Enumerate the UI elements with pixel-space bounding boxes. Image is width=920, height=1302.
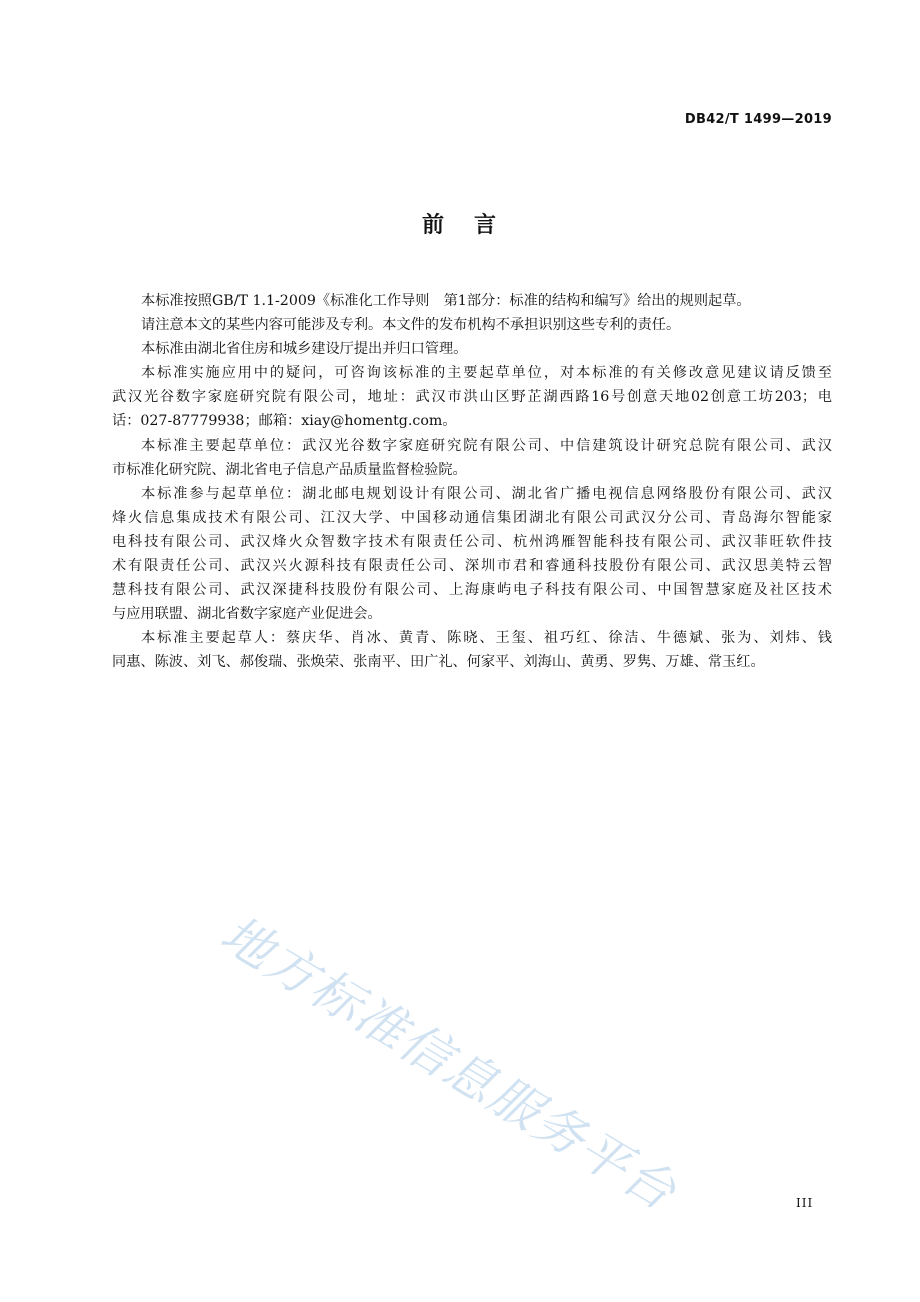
text-line: 术有限责任公司、武汉兴火源科技有限责任公司、深圳市君和睿通科技股份有限公司、武汉思美特云智 [112,558,832,575]
paragraph [112,289,832,313]
text-line: 武汉光谷数字家庭研究院有限公司，地址：武汉市洪山区野芷湖西路16号创意天地02创意工坊203；电 [112,389,832,406]
text-line: 市标准化研究院、湖北省电子信息产品质量监督检验院。 [112,461,467,478]
text-line: 话：027-87779938；邮箱：xiay@homentg.com。 [112,413,457,430]
paragraph [112,361,832,433]
standard-code: DB42/T 1499—2019 [684,112,832,127]
page-title [0,208,920,239]
text-line: 同惠、陈波、刘飞、郝俊瑞、张焕荣、张南平、田广礼、何家平、刘海山、黄勇、罗隽、万雄、常玉红。 [112,654,765,671]
page-number: III [796,1196,814,1210]
text-line: 本标准主要起草单位：武汉光谷数字家庭研究院有限公司、中信建筑设计研究总院有限公司、武汉 [141,437,832,454]
foreword-body [112,289,832,675]
text-line: 烽火信息集成技术有限公司、江汉大学、中国移动通信集团湖北有限公司武汉分公司、青岛海尔智能家 [112,509,832,526]
text-line: 慧科技有限公司、武汉深捷科技股份有限公司、上海康屿电子科技有限公司、中国智慧家庭及社区技术 [112,582,832,599]
paragraph [112,482,832,627]
text-line: 本标准参与起草单位：湖北邮电规划设计有限公司、湖北省广播电视信息网络股份有限公司、武汉 [141,485,832,502]
text-line: 本标准由湖北省住房和城乡建设厅提出并归口管理。 [141,341,468,358]
text-line: 本标准实施应用中的疑问，可咨询该标准的主要起草单位，对本标准的有关修改意见建议请反馈至 [141,365,832,382]
title-char: 前 [421,213,446,238]
text-line: 本标准按照GB/T 1.1-2009《标准化工作导则 第1部分：标准的结构和编写》给出的规则起草。 [141,293,751,309]
paragraph [112,434,832,482]
text-line: 与应用联盟、湖北省数字家庭产业促进会。 [112,606,382,623]
text-line: 请注意本文的某些内容可能涉及专利。本文件的发布机构不承担识别这些专利的责任。 [141,317,681,334]
title-char: 言 [474,213,499,238]
watermark: 地方标准信息服务平台 [211,904,687,1223]
text-line: 电科技有限公司、武汉烽火众智数字技术有限责任公司、杭州鸿雁智能科技有限公司、武汉菲旺软件技 [112,533,832,550]
paragraph [112,626,832,674]
paragraph [112,337,832,361]
text-line: 本标准主要起草人：蔡庆华、肖冰、黄青、陈晓、王玺、祖巧红、徐洁、牛德斌、张为、刘炜、钱 [141,630,832,647]
paragraph [112,313,832,337]
